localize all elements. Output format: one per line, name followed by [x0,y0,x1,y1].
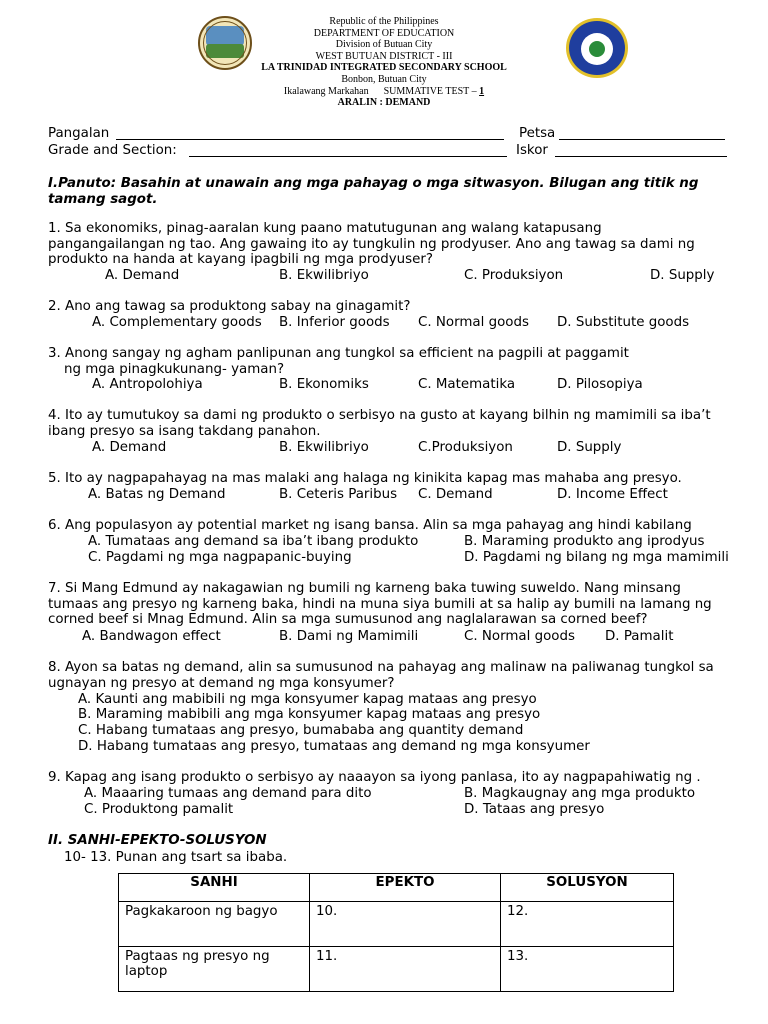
question-line: tumaas ang presyo ng karneng baka, hindi na muna siya bumili at sa halip ay bumili na lamang ng [48,596,712,612]
column-header: SANHI [119,874,310,902]
grade-line[interactable] [189,156,507,157]
option-d[interactable]: D. Tataas ang presyo [464,802,605,817]
option-a[interactable]: A. Kaunti ang mabibili ng mga konsyumer kapag mataas ang presyo [78,692,537,707]
option-c[interactable]: C. Normal goods [464,629,575,644]
option-c[interactable]: C. Matematika [418,377,516,392]
table-row [119,902,674,947]
option-d[interactable]: D. Income Effect [557,487,668,502]
column-header: EPEKTO [310,874,501,902]
question-2 [48,299,748,315]
question-line: 4. Ito ay tumutukoy sa dami ng produkto o serbisyo na gusto at kayang bilhin ng mamimili sa iba’t [48,408,711,423]
question-line: 3. Anong sangay ng agham panlipunan ang tungkol sa efficient na pagpili at paggamit [48,346,629,361]
table-cell[interactable]: 13. [501,947,674,992]
question-7 [48,581,748,628]
option-a[interactable]: A. Maaaring tumaas ang demand para dito [84,786,372,801]
option-b[interactable]: B. Ekwilibriyo [279,268,369,283]
option-a[interactable]: A. Demand [92,440,167,455]
option-c[interactable]: C. Demand [418,487,493,502]
school-address: Bonbon, Butuan City [341,73,427,85]
score-label: Iskor [516,143,548,158]
question-line: corned beef si Mnag Edmund. Alin sa mga sumusunod ang naglalarawan sa corned beef? [48,612,648,628]
option-a[interactable]: A. Tumataas ang demand sa iba’t ibang produkto [88,534,419,549]
document-header [0,16,768,109]
part1-instruction: I.Panuto: Basahin at unawain ang mga pahayag o mga sitwasyon. Bilugan ang titik ng tamang sagot. [48,176,699,207]
table-cell[interactable]: 12. [501,902,674,947]
option-d[interactable]: D. Pagdami ng bilang ng mga mamimili [464,550,729,565]
option-c[interactable]: C. Normal goods [418,315,529,330]
option-a[interactable]: A. Complementary goods [92,315,262,330]
question-line: 9. Kapag ang isang produkto o serbisyo ay naaayon sa iyong panlasa, ito ay nagpapahiwatig ng . [48,770,701,785]
question-line: 2. Ano ang tawag sa produktong sabay na ginagamit? [48,299,411,314]
option-b[interactable]: B. Dami ng Mamimili [279,629,419,644]
question-8 [48,660,748,691]
question-line: 1. Sa ekonomiks, pinag-aaralan kung paano matutugunan ang walang katapusang [48,221,602,236]
question-line: ng mga pinagkukunang- yaman? [64,361,285,377]
option-d[interactable]: D. Substitute goods [557,315,690,330]
test-label: SUMMATIVE TEST – [383,85,477,97]
question-line: produkto na handa at kayang ipagbili ng mga prodyuser? [48,252,433,268]
question-5 [48,471,748,487]
option-c[interactable]: C. Produksiyon [464,268,564,283]
question-line: 6. Ang populasyon ay potential market ng isang bansa. Alin sa mga pahayag ang hindi kabilang [48,518,692,533]
option-a[interactable]: A. Demand [105,268,180,283]
cause-effect-table [118,873,674,992]
name-label: Pangalan [48,126,110,141]
option-d[interactable]: D. Habang tumataas ang presyo, tumataas ang demand ng mga konsyumer [78,739,590,754]
option-b[interactable]: B. Ekwilibriyo [279,440,369,455]
test-title [0,86,768,98]
header-line: WEST BUTUAN DISTRICT - III [315,50,453,62]
table-cell: Pagkakaroon ng bagyo [119,902,310,947]
table-cell: Pagtaas ng presyo ng laptop [119,947,310,992]
option-c[interactable]: C. Habang tumataas ang presyo, bumababa ang quantity demand [78,723,524,738]
option-c[interactable]: C.Produksiyon [418,440,513,455]
option-b[interactable]: B. Ceteris Paribus [279,487,398,502]
column-header: SOLUSYON [501,874,674,902]
score-line[interactable] [555,156,727,157]
question-line: ibang presyo sa isang takdang panahon. [48,423,321,439]
header-line: Republic of the Philippines [329,16,439,27]
date-label: Petsa [519,126,556,141]
option-b[interactable]: B. Maraming mabibili ang mga konsyumer kapag mataas ang presyo [78,707,541,722]
question-line: 5. Ito ay nagpapahayag na mas malaki ang halaga ng kinikita kapag mas mahaba ang presyo. [48,471,682,486]
table-cell[interactable]: 10. [310,902,501,947]
option-b[interactable]: B. Inferior goods [279,315,390,330]
test-number: 1 [479,85,485,97]
question-3 [48,346,748,377]
question-6 [48,518,748,534]
option-c[interactable]: C. Pagdami ng mga nagpapanic-buying [88,550,352,565]
question-line: pangangailangan ng tao. Ang gawaing ito ay tungkulin ng prodyuser. Ano ang tawag sa dami ng [48,236,695,252]
option-a[interactable]: A. Bandwagon effect [82,629,221,644]
question-9 [48,770,748,786]
question-line: ugnayan ng presyo at demand ng mga konsyumer? [48,675,395,691]
school-name: LA TRINIDAD INTEGRATED SECONDARY SCHOOL [261,62,507,74]
question-line: 7. Si Mang Edmund ay nakagawian ng bumili ng karneng baka tuwing suweldo. Nang minsang [48,581,681,596]
option-d[interactable]: D. Supply [557,440,622,455]
option-a[interactable]: A. Batas ng Demand [88,487,226,502]
table-row [119,947,674,992]
name-line[interactable] [116,139,504,140]
option-d[interactable]: D. Pilosopiya [557,377,643,392]
option-b[interactable]: B. Maraming produkto ang iprodyus [464,534,705,549]
grade-label: Grade and Section: [48,143,177,158]
quarter-label: Ikalawang Markahan [283,85,369,97]
question-4 [48,408,748,439]
question-line: 8. Ayon sa batas ng demand, alin sa sumusunod na pahayag ang malinaw na paliwanag tungkol sa [48,660,714,675]
table-header-row [119,874,674,902]
option-a[interactable]: A. Antropolohiya [92,377,203,392]
option-d[interactable]: D. Supply [650,268,715,283]
option-b[interactable]: B. Magkaugnay ang mga produkto [464,786,696,801]
question-1 [48,221,748,268]
option-c[interactable]: C. Produktong pamalit [84,802,234,817]
part2-title: II. SANHI-EPEKTO-SOLUSYON [48,833,267,848]
header-line: DEPARTMENT OF EDUCATION [313,27,455,39]
option-b[interactable]: B. Ekonomiks [279,377,369,392]
option-d[interactable]: D. Pamalit [605,629,674,644]
date-line[interactable] [559,139,725,140]
topic-title: ARALIN : DEMAND [337,97,431,109]
header-line: Division of Butuan City [335,39,433,51]
table-cell[interactable]: 11. [310,947,501,992]
part2-instruction: 10- 13. Punan ang tsart sa ibaba. [64,850,288,865]
